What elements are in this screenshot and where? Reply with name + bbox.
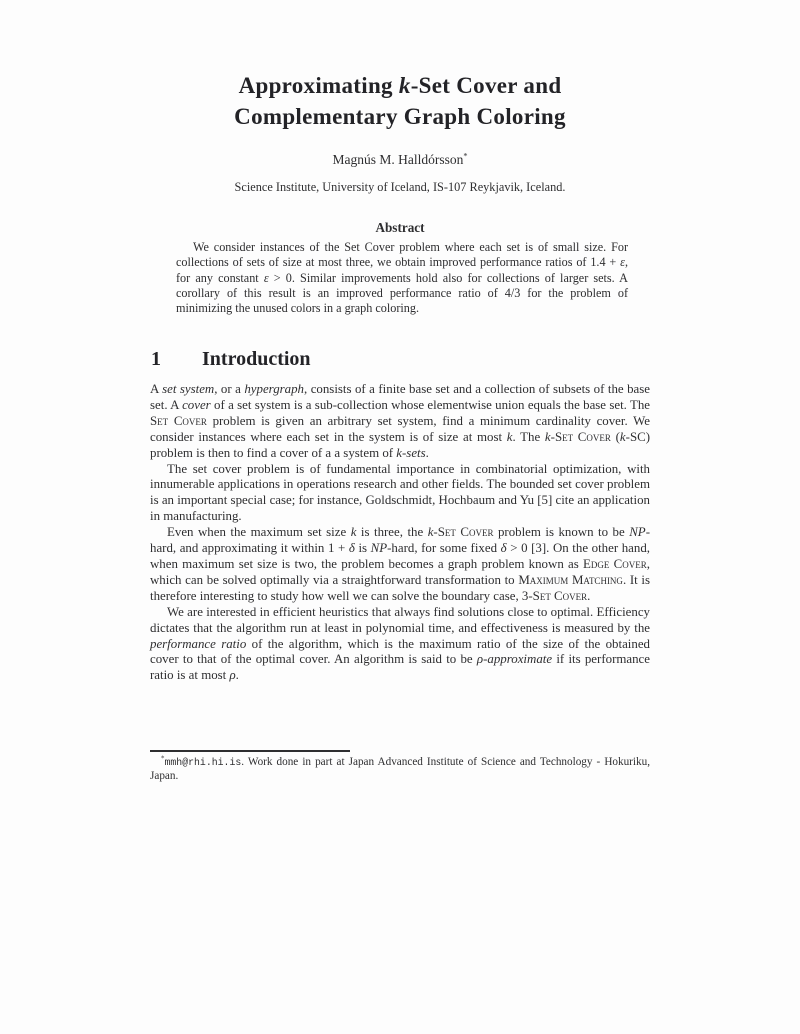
abstract-heading: Abstract: [375, 220, 425, 235]
section-heading-introduction: [151, 348, 311, 371]
footnote-text: *mmh@rhi.hi.is. Work done in part at Japan Advanced Institute of Science and Technology - Hokuriku, Japan.: [150, 754, 650, 782]
title-line-2: Complementary Graph Coloring: [234, 104, 566, 129]
footnote-rule: [150, 750, 350, 752]
affiliation-line: Science Institute, University of Iceland, IS-107 Reykjavik, Iceland.: [234, 180, 566, 194]
paragraph-1: A set system, or a hypergraph, consists of a finite base set and a collection of subsets of the base set. A cover of a set system is a sub-collection whose elementwise union equals the base set. The Set Cover problem is given an arbitrary set system, find a minimum cardinality cover. We consider instances where each set in the system is of size at most k. The k-Set Cover (k-SC) problem is then to find a cover of a a system of k-sets.: [150, 382, 651, 460]
author-line: Magnús M. Halldórsson*: [332, 151, 468, 167]
section-title: Introduction: [202, 348, 311, 370]
title-line-1: Approximating k-Set Cover and: [238, 73, 562, 98]
paragraph-3: Even when the maximum set size k is three, the k-Set Cover problem is known to be NP-hard, and approximating it within 1 + δ is NP-hard, for some fixed δ > 0 [3]. On the other hand, when maximum set size is two, the problem becomes a graph problem known as Edge Cover, which can be solved optimally via a straightforward transformation to Maximum Matching. It is therefore interesting to study how well we can solve the boundary case, 3-Set Cover.: [150, 525, 651, 603]
abstract-text: We consider instances of the Set Cover problem where each set is of small size. For collections of sets of size at most three, we obtain improved performance ratios of 1.4 + ε, for any constant ε > 0. Similar improvements hold also for collections of larger sets. A corollary of this result is an improved performance ratio of 4/3 for the problem of minimizing the unused colors in a graph coloring.: [176, 240, 628, 316]
paper-title: [0, 70, 800, 132]
paragraph-4: We are interested in efficient heuristics that always find solutions close to optimal. Efficiency dictates that the algorithm run at least in polynomial time, and effectiveness is measured by the performance ratio of the algorithm, which is the maximum ratio of the size of the obtained cover to that of the optimal cover. An algorithm is said to be ρ-approximate if its performance ratio is at most ρ.: [150, 604, 650, 683]
paragraph-2: The set cover problem is of fundamental importance in combinatorial optimization, with innumerable applications in operations research and other fields. The bounded set cover problem is an important special case; for instance, Goldschmidt, Hochbaum and Yu [5] cite an application in manufacturing.: [150, 461, 650, 524]
introduction-body: [150, 382, 650, 684]
section-number: 1: [151, 348, 161, 370]
